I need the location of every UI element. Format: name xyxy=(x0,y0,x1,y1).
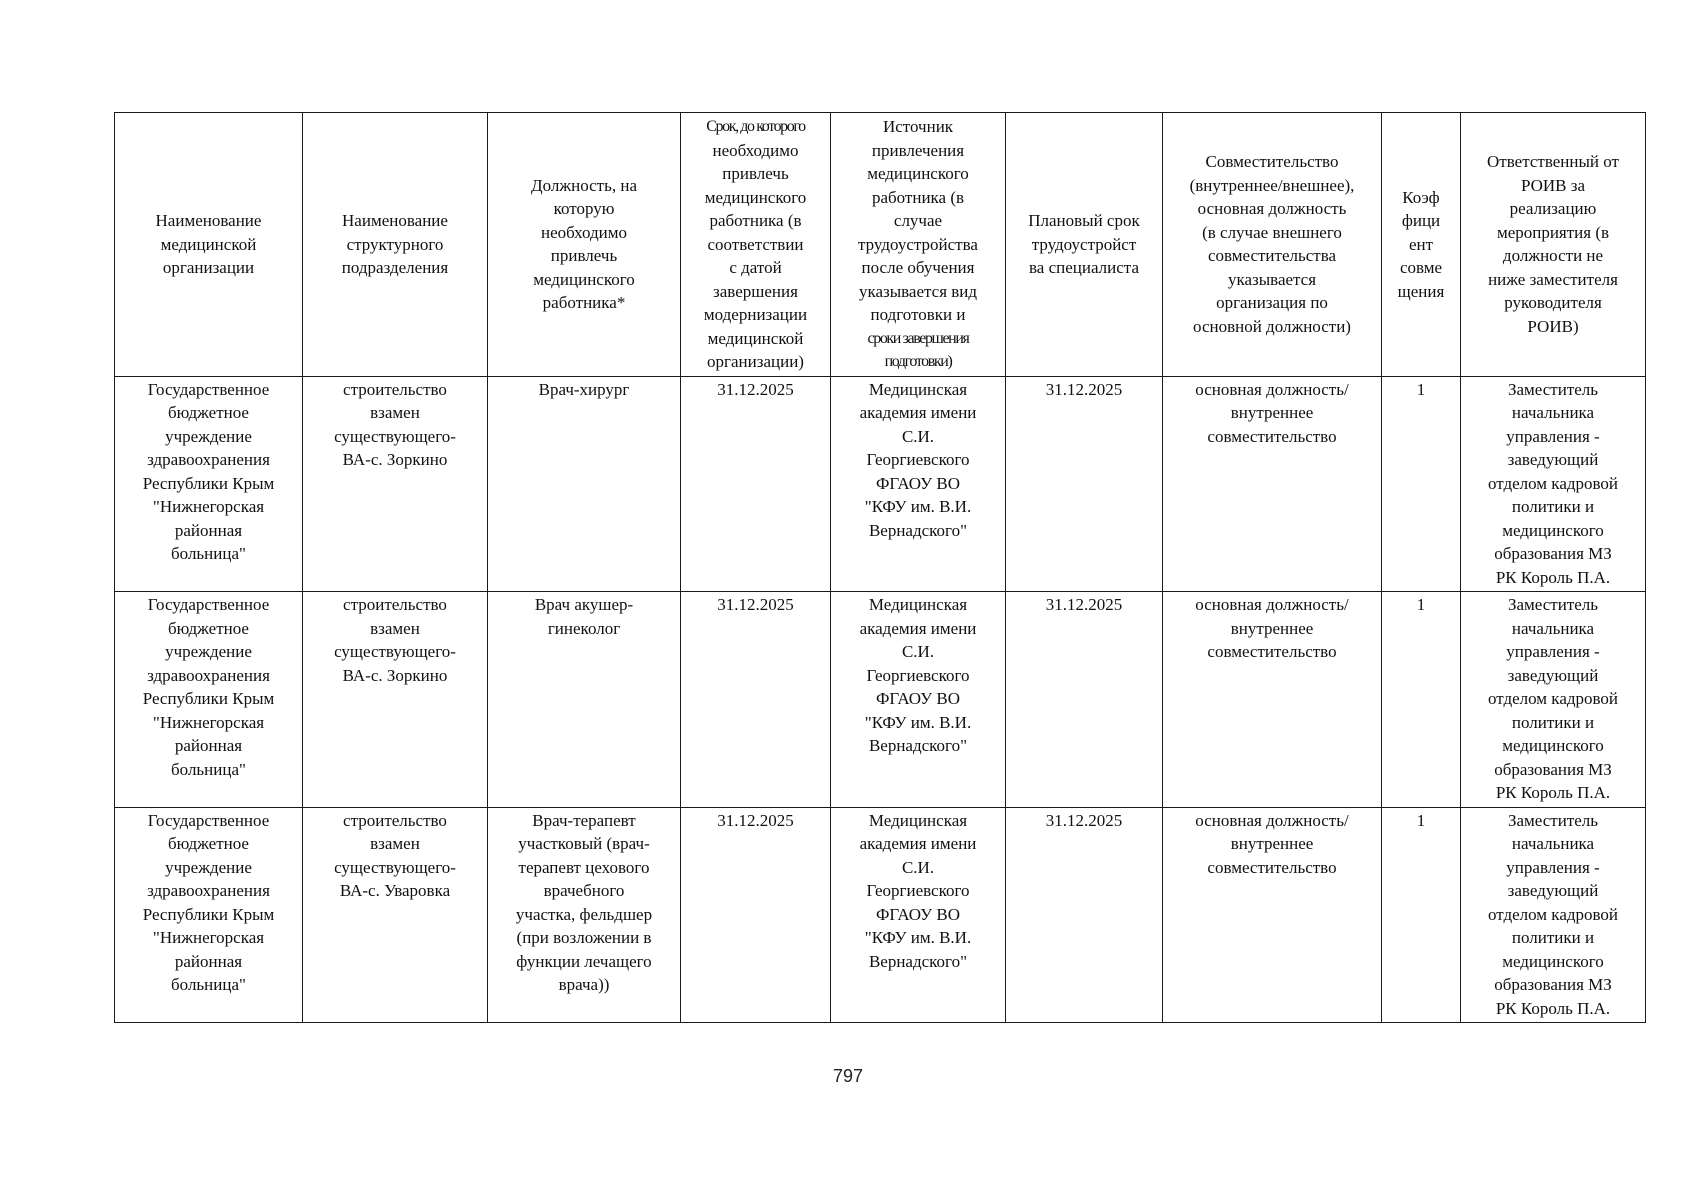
cell-line: медицинского xyxy=(1502,736,1604,755)
cell-line: ФГАОУ ВО xyxy=(875,689,961,708)
cell-line: больница" xyxy=(171,759,246,779)
header-line: Наименование xyxy=(155,211,262,230)
cell-line: политики и xyxy=(1511,497,1595,516)
cell-line: Врач акушер- xyxy=(534,595,634,614)
cell-unit xyxy=(303,592,488,808)
cell-unit xyxy=(303,807,488,1023)
cell-line: Республики Крым xyxy=(142,904,275,924)
cell-planned xyxy=(1006,807,1163,1023)
header-line: руководителя xyxy=(1504,293,1602,313)
header-line: случае xyxy=(893,211,943,230)
cell-line: Государственное xyxy=(147,379,270,399)
cell-line: учреждение xyxy=(165,857,252,877)
cell-line: основная должность/ xyxy=(1195,810,1349,830)
cell-line: здравоохранения xyxy=(147,665,270,685)
header-line: РОИВ) xyxy=(1527,316,1579,336)
cell-line: взамен xyxy=(370,618,420,638)
cell-line: функции лечащего xyxy=(516,951,652,971)
cell-line: ВА-с. Зоркино xyxy=(342,665,448,685)
cell-line: (при возложении в xyxy=(516,928,652,947)
cell-line: ВА-с. Зоркино xyxy=(342,450,448,469)
cell-line: образования МЗ xyxy=(1494,544,1612,563)
cell-unit xyxy=(303,376,488,592)
table-row xyxy=(115,376,1646,592)
header-line: медицинской xyxy=(707,328,804,348)
cell-line: 31.12.2025 xyxy=(1045,595,1123,614)
header-line: организации xyxy=(162,258,255,277)
cell-line: заведующий xyxy=(1507,665,1599,685)
cell-line: заведующий xyxy=(1507,881,1599,900)
cell-line: основная должность/ xyxy=(1195,595,1349,614)
cell-line: бюджетное xyxy=(168,403,249,422)
cell-line: начальника xyxy=(1511,403,1595,422)
cell-line: академия имени xyxy=(859,403,977,422)
cell-line: начальника xyxy=(1511,834,1595,853)
cell-line: гинеколог xyxy=(547,618,621,638)
cell-line: строительство xyxy=(343,810,447,830)
header-line: Ответственный от xyxy=(1487,152,1619,172)
cell-combination xyxy=(1163,807,1382,1023)
cell-line: "Нижнегорская xyxy=(152,928,265,947)
header-line: Источник xyxy=(882,117,954,136)
cell-line: существующего- xyxy=(334,857,456,877)
cell-line: внутреннее xyxy=(1230,618,1314,638)
header-line: структурного xyxy=(346,234,444,254)
header-line: РОИВ за xyxy=(1520,175,1586,195)
cell-position xyxy=(488,376,681,592)
cell-line: образования МЗ xyxy=(1494,975,1612,994)
cell-line: совместительство xyxy=(1207,857,1337,877)
cell-line: ВА-с. Уваровка xyxy=(339,881,451,900)
cell-line: С.И. xyxy=(901,426,935,446)
cell-line: 1 xyxy=(1416,595,1426,614)
table-row xyxy=(115,807,1646,1023)
cell-line: Заместитель xyxy=(1507,595,1599,614)
cell-source xyxy=(831,807,1006,1023)
table-row xyxy=(115,592,1646,808)
cell-planned xyxy=(1006,592,1163,808)
column-header-position xyxy=(488,113,681,377)
column-header-combination xyxy=(1163,113,1382,377)
cell-line: существующего- xyxy=(334,642,456,661)
cell-responsible xyxy=(1461,807,1646,1023)
staffing-table xyxy=(114,112,1646,1023)
cell-line: Республики Крым xyxy=(142,473,275,493)
page-number: 797 xyxy=(832,1066,864,1086)
cell-coef xyxy=(1382,376,1461,592)
header-line: Коэф xyxy=(1402,187,1440,207)
cell-line: 31.12.2025 xyxy=(1045,810,1123,830)
cell-line: управления - xyxy=(1506,426,1600,446)
cell-position xyxy=(488,592,681,808)
cell-line: строительство xyxy=(343,595,447,614)
header-line: которую xyxy=(553,199,615,219)
cell-line: бюджетное xyxy=(168,834,249,853)
cell-line: академия имени xyxy=(859,834,977,853)
cell-line: участка, фельдшер xyxy=(515,904,653,924)
header-line: после обучения xyxy=(861,258,975,277)
cell-line: Заместитель xyxy=(1507,810,1599,830)
header-line: необходимо xyxy=(712,140,799,160)
cell-line: Врач-терапевт xyxy=(532,810,636,830)
header-line: подготовки и xyxy=(870,305,966,324)
cell-line: медицинского xyxy=(1502,520,1604,540)
header-line: завершения xyxy=(713,281,798,301)
header-line: организация по xyxy=(1216,293,1328,313)
cell-line: совместительство xyxy=(1207,426,1337,446)
cell-line: Заместитель xyxy=(1507,379,1599,399)
column-header-unit xyxy=(303,113,488,377)
cell-line: Вернадского" xyxy=(868,736,968,755)
table-header-row xyxy=(115,113,1646,377)
header-line: привлечь xyxy=(722,164,789,183)
cell-line: здравоохранения xyxy=(147,881,270,900)
cell-line: Республики Крым xyxy=(142,689,275,708)
cell-line: врачебного xyxy=(543,881,625,900)
cell-line: больница" xyxy=(171,544,246,563)
cell-org xyxy=(115,376,303,592)
cell-line: 1 xyxy=(1416,379,1426,399)
header-line: модернизации xyxy=(703,305,808,324)
column-header-coef xyxy=(1382,113,1461,377)
cell-line: взамен xyxy=(370,403,420,422)
header-line: фици xyxy=(1401,211,1441,230)
cell-line: 31.12.2025 xyxy=(717,379,794,399)
cell-line: отделом кадровой xyxy=(1487,689,1619,708)
column-header-responsible xyxy=(1461,113,1646,377)
cell-line: районная xyxy=(174,520,243,540)
cell-line: 1 xyxy=(1416,810,1426,830)
cell-line: Медицинская xyxy=(868,379,968,399)
cell-line: основная должность/ xyxy=(1195,379,1349,399)
cell-line: Врач-хирург xyxy=(538,379,630,399)
header-line: медицинского xyxy=(867,164,969,183)
cell-line: 31.12.2025 xyxy=(717,810,794,830)
cell-line: политики и xyxy=(1511,712,1595,732)
cell-line: районная xyxy=(174,951,243,971)
cell-line: управления - xyxy=(1506,857,1600,877)
column-header-deadline xyxy=(681,113,831,377)
cell-line: Государственное xyxy=(147,595,270,614)
header-line: подготовки) xyxy=(884,353,952,370)
cell-line: "Нижнегорская xyxy=(152,712,265,732)
cell-line: строительство xyxy=(343,379,447,399)
cell-line: Георгиевского xyxy=(866,881,970,900)
cell-line: существующего- xyxy=(334,426,456,446)
column-header-source xyxy=(831,113,1006,377)
column-header-org xyxy=(115,113,303,377)
cell-org xyxy=(115,807,303,1023)
cell-source xyxy=(831,592,1006,808)
header-line: необходимо xyxy=(540,222,627,242)
header-line: реализацию xyxy=(1509,199,1597,219)
cell-line: ФГАОУ ВО xyxy=(875,904,961,924)
header-line: щения xyxy=(1397,281,1445,301)
cell-line: РК Король П.А. xyxy=(1495,567,1611,587)
cell-line: отделом кадровой xyxy=(1487,904,1619,924)
cell-coef xyxy=(1382,807,1461,1023)
cell-line: 31.12.2025 xyxy=(717,595,794,614)
header-line: указывается вид xyxy=(858,281,978,301)
cell-line: больница" xyxy=(171,975,246,994)
header-line: должности не xyxy=(1502,246,1604,266)
cell-line: "КФУ им. В.И. xyxy=(864,497,972,516)
header-line: (в случае внешнего xyxy=(1202,222,1342,242)
cell-line: С.И. xyxy=(901,642,935,661)
cell-line: внутреннее xyxy=(1230,403,1314,422)
cell-line: политики и xyxy=(1511,928,1595,947)
header-line: привлечения xyxy=(871,140,965,160)
cell-responsible xyxy=(1461,376,1646,592)
header-line: ниже заместителя xyxy=(1488,269,1618,289)
cell-org xyxy=(115,592,303,808)
cell-position xyxy=(488,807,681,1023)
cell-combination xyxy=(1163,376,1382,592)
cell-line: здравоохранения xyxy=(147,450,270,469)
cell-line: С.И. xyxy=(901,857,935,877)
header-line: трудоустройст xyxy=(1031,234,1137,254)
header-line: (внутреннее/внешнее), xyxy=(1189,175,1355,195)
header-line: трудоустройства xyxy=(858,234,978,254)
cell-line: Медицинская xyxy=(868,810,968,830)
cell-line: учреждение xyxy=(165,642,252,661)
cell-line: Вернадского" xyxy=(868,520,968,540)
cell-line: медицинского xyxy=(1502,951,1604,971)
header-line: ент xyxy=(1408,234,1434,254)
cell-line: 31.12.2025 xyxy=(1045,379,1123,399)
header-line: совме xyxy=(1399,258,1443,277)
header-line: медицинского xyxy=(704,187,807,207)
header-line: основной должности) xyxy=(1193,316,1351,336)
cell-line: РК Король П.А. xyxy=(1495,998,1611,1018)
header-line: работника (в xyxy=(709,211,802,230)
cell-line: РК Король П.А. xyxy=(1495,783,1611,802)
cell-line: Медицинская xyxy=(868,595,968,614)
table-body xyxy=(115,376,1646,1023)
cell-line: управления - xyxy=(1506,642,1600,661)
cell-coef xyxy=(1382,592,1461,808)
cell-line: совместительство xyxy=(1207,642,1337,661)
header-line: привлечь xyxy=(550,246,618,266)
cell-line: Государственное xyxy=(147,810,270,830)
header-line: подразделения xyxy=(341,258,449,277)
cell-deadline xyxy=(681,376,831,592)
header-line: указывается xyxy=(1227,269,1317,289)
cell-line: Георгиевского xyxy=(866,450,970,469)
header-line: Плановый срок xyxy=(1028,211,1140,230)
cell-source xyxy=(831,376,1006,592)
header-line: сроки завершения xyxy=(867,329,969,347)
header-line: основная должность xyxy=(1197,199,1347,219)
cell-line: Вернадского" xyxy=(868,951,968,971)
cell-line: районная xyxy=(174,736,243,755)
cell-line: образования МЗ xyxy=(1494,759,1612,779)
header-line: совместительства xyxy=(1207,246,1337,266)
header-line: мероприятия (в xyxy=(1496,222,1610,242)
cell-line: ФГАОУ ВО xyxy=(875,473,961,493)
cell-line: Георгиевского xyxy=(866,665,970,685)
cell-line: взамен xyxy=(370,834,420,853)
cell-planned xyxy=(1006,376,1163,592)
cell-combination xyxy=(1163,592,1382,808)
header-line: Совместительство xyxy=(1205,152,1339,172)
cell-line: терапевт цехового xyxy=(518,857,650,877)
header-line: Срок, до которого xyxy=(706,118,805,135)
header-line: ва специалиста xyxy=(1029,258,1139,277)
cell-deadline xyxy=(681,592,831,808)
cell-line: начальника xyxy=(1511,618,1595,638)
cell-line: учреждение xyxy=(165,426,252,446)
cell-line: участковый (врач- xyxy=(518,834,650,853)
header-line: работника* xyxy=(542,293,626,313)
header-line: организации) xyxy=(707,352,804,371)
header-line: работника (в xyxy=(871,187,965,207)
cell-responsible xyxy=(1461,592,1646,808)
header-line: соответствии xyxy=(707,234,804,254)
header-line: медицинского xyxy=(533,269,635,289)
cell-line: "КФУ им. В.И. xyxy=(864,712,972,732)
cell-deadline xyxy=(681,807,831,1023)
cell-line: врача)) xyxy=(558,975,610,994)
cell-line: бюджетное xyxy=(168,618,249,638)
cell-line: академия имени xyxy=(859,618,977,638)
cell-line: отделом кадровой xyxy=(1487,473,1619,493)
header-line: с датой xyxy=(729,258,782,277)
cell-line: "Нижнегорская xyxy=(152,497,265,516)
column-header-planned xyxy=(1006,113,1163,377)
header-line: Должность, на xyxy=(531,175,637,195)
header-line: Наименование xyxy=(342,211,448,230)
cell-line: "КФУ им. В.И. xyxy=(864,928,972,947)
cell-line: внутреннее xyxy=(1230,834,1314,853)
cell-line: заведующий xyxy=(1507,450,1599,469)
header-line: медицинской xyxy=(160,234,257,254)
